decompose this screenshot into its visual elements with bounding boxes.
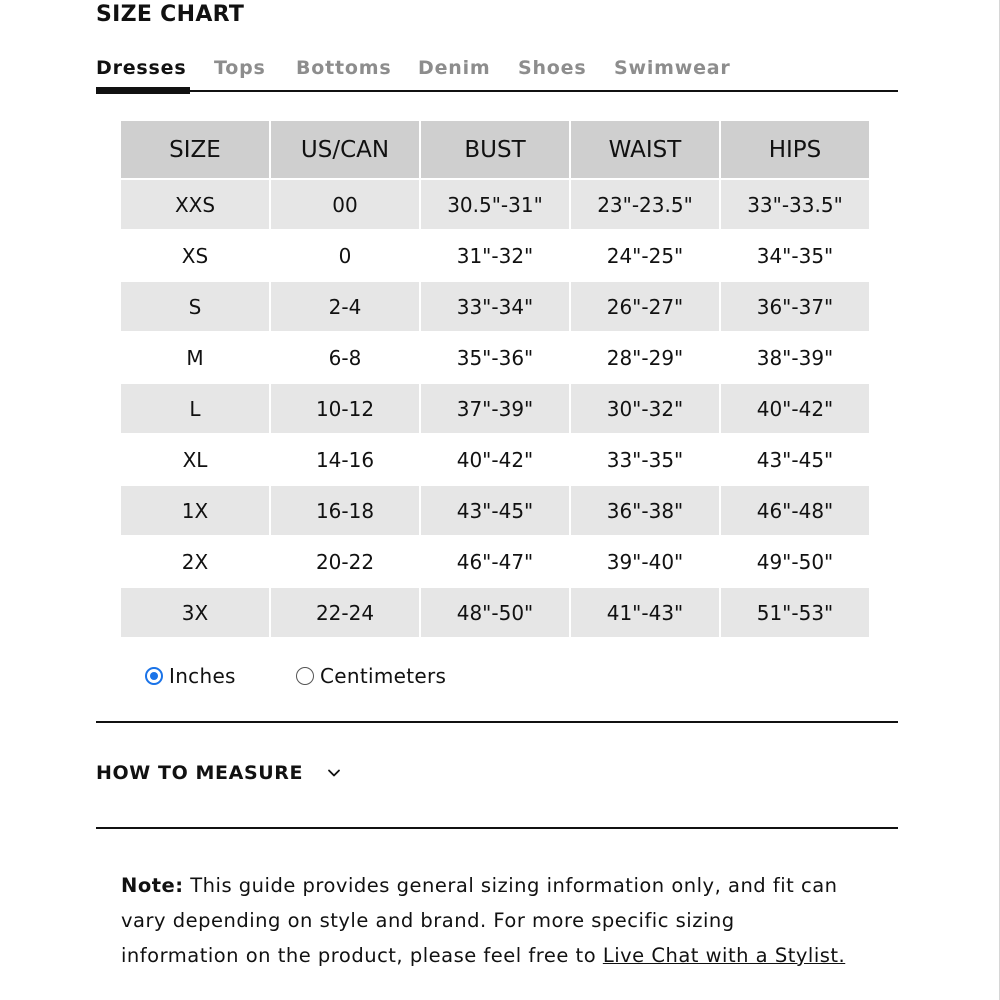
table-row xyxy=(121,180,869,231)
cell-size: XS xyxy=(121,231,271,282)
column-header-bust: BUST xyxy=(421,121,571,180)
cell-bust: 40"-42" xyxy=(421,435,571,486)
column-header-waist: WAIST xyxy=(571,121,721,180)
note-text: This guide provides general sizing information only, and fit can vary depending on style and brand. For more specific sizing information on the product, please feel free to xyxy=(121,874,838,967)
cell-size: 1X xyxy=(121,486,271,537)
size-table xyxy=(121,121,869,639)
chevron-down-icon xyxy=(327,766,341,780)
column-header-hips: HIPS xyxy=(721,121,869,180)
inches-radio[interactable] xyxy=(145,667,163,685)
page-title: SIZE CHART xyxy=(96,2,245,27)
cell-hips: 51"-53" xyxy=(721,588,869,639)
tab-shoes[interactable]: Shoes xyxy=(518,57,587,79)
how-to-measure-toggle[interactable] xyxy=(96,762,341,784)
cell-bust: 43"-45" xyxy=(421,486,571,537)
cell-waist: 30"-32" xyxy=(571,384,721,435)
category-tabs xyxy=(96,57,898,93)
cell-size: S xyxy=(121,282,271,333)
cell-us-can: 14-16 xyxy=(271,435,421,486)
cell-waist: 36"-38" xyxy=(571,486,721,537)
table-row xyxy=(121,537,869,588)
cell-us-can: 22-24 xyxy=(271,588,421,639)
table-body xyxy=(121,180,869,639)
centimeters-label: Centimeters xyxy=(320,664,447,688)
cell-us-can: 16-18 xyxy=(271,486,421,537)
tab-tops[interactable]: Tops xyxy=(214,57,266,79)
inches-label: Inches xyxy=(169,664,236,688)
section-divider-bottom xyxy=(96,827,898,829)
cell-us-can: 2-4 xyxy=(271,282,421,333)
column-header-us-can: US/CAN xyxy=(271,121,421,180)
centimeters-option[interactable] xyxy=(296,664,446,688)
tab-swimwear[interactable]: Swimwear xyxy=(614,57,731,79)
cell-hips: 36"-37" xyxy=(721,282,869,333)
live-chat-link[interactable]: Live Chat with a Stylist. xyxy=(602,944,846,967)
note-prefix: Note: xyxy=(121,874,184,897)
sizing-note xyxy=(121,868,851,973)
cell-bust: 35"-36" xyxy=(421,333,571,384)
tab-denim[interactable]: Denim xyxy=(418,57,491,79)
how-to-measure-label: HOW TO MEASURE xyxy=(96,762,304,784)
cell-us-can: 00 xyxy=(271,180,421,231)
cell-us-can: 20-22 xyxy=(271,537,421,588)
cell-size: L xyxy=(121,384,271,435)
cell-bust: 48"-50" xyxy=(421,588,571,639)
cell-bust: 46"-47" xyxy=(421,537,571,588)
table-header-row xyxy=(121,121,869,180)
cell-hips: 46"-48" xyxy=(721,486,869,537)
cell-waist: 39"-40" xyxy=(571,537,721,588)
cell-bust: 33"-34" xyxy=(421,282,571,333)
cell-size: XL xyxy=(121,435,271,486)
inches-option[interactable] xyxy=(145,664,236,688)
centimeters-radio[interactable] xyxy=(296,667,314,685)
tabs-divider xyxy=(96,90,898,92)
cell-us-can: 0 xyxy=(271,231,421,282)
cell-hips: 43"-45" xyxy=(721,435,869,486)
cell-bust: 31"-32" xyxy=(421,231,571,282)
cell-size: 3X xyxy=(121,588,271,639)
table-row xyxy=(121,384,869,435)
cell-hips: 33"-33.5" xyxy=(721,180,869,231)
tab-bottoms[interactable]: Bottoms xyxy=(296,57,392,79)
cell-waist: 26"-27" xyxy=(571,282,721,333)
cell-hips: 49"-50" xyxy=(721,537,869,588)
cell-size: XXS xyxy=(121,180,271,231)
cell-hips: 40"-42" xyxy=(721,384,869,435)
cell-waist: 41"-43" xyxy=(571,588,721,639)
section-divider-top xyxy=(96,721,898,723)
cell-waist: 28"-29" xyxy=(571,333,721,384)
active-tab-indicator xyxy=(96,87,190,94)
table-row xyxy=(121,231,869,282)
cell-waist: 23"-23.5" xyxy=(571,180,721,231)
cell-hips: 34"-35" xyxy=(721,231,869,282)
table-row xyxy=(121,333,869,384)
table-row xyxy=(121,588,869,639)
table-row xyxy=(121,282,869,333)
cell-bust: 37"-39" xyxy=(421,384,571,435)
cell-waist: 33"-35" xyxy=(571,435,721,486)
cell-size: 2X xyxy=(121,537,271,588)
cell-hips: 38"-39" xyxy=(721,333,869,384)
cell-size: M xyxy=(121,333,271,384)
cell-bust: 30.5"-31" xyxy=(421,180,571,231)
table-row xyxy=(121,486,869,537)
cell-us-can: 6-8 xyxy=(271,333,421,384)
cell-waist: 24"-25" xyxy=(571,231,721,282)
cell-us-can: 10-12 xyxy=(271,384,421,435)
column-header-size: SIZE xyxy=(121,121,271,180)
table-row xyxy=(121,435,869,486)
tab-dresses[interactable]: Dresses xyxy=(96,57,187,79)
